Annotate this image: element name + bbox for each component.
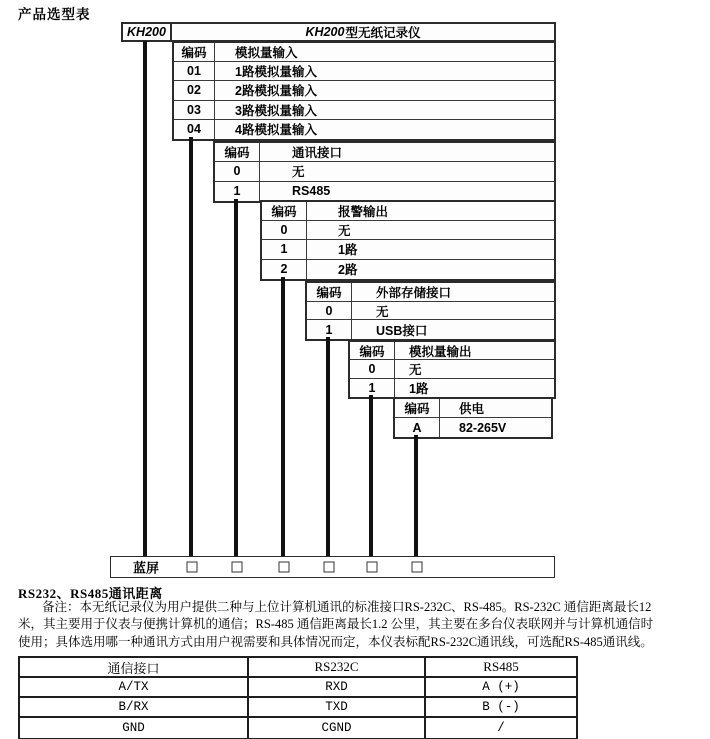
model-header-row bbox=[121, 22, 556, 42]
pin-table-header-row bbox=[20, 658, 576, 678]
option-desc-cell: 2路模拟量输入 bbox=[235, 84, 317, 99]
option-row bbox=[174, 120, 554, 139]
connector-line-1 bbox=[143, 41, 147, 557]
option-desc-cell: 3路模拟量输入 bbox=[235, 103, 317, 118]
group-header-row bbox=[215, 143, 554, 162]
pin-cell: CGND bbox=[249, 718, 426, 738]
option-group-1 bbox=[172, 41, 556, 141]
option-code-cell: 01 bbox=[174, 62, 215, 80]
option-code-cell: 02 bbox=[174, 81, 215, 99]
group-header-row bbox=[262, 202, 554, 221]
note-line-3: 使用；具体选用哪一种通讯方式由用户视需要和具体情况而定，本仪表标配RS-232C通讯线，可选配RS-485通讯线。 bbox=[18, 634, 653, 649]
option-row bbox=[350, 360, 554, 378]
option-desc-cell: 无 bbox=[409, 362, 422, 377]
group-title-cell: 通讯接口 bbox=[292, 146, 343, 161]
option-code-cell: 04 bbox=[174, 120, 215, 139]
code-label-cell: 编码 bbox=[262, 202, 307, 220]
option-code-cell: 0 bbox=[215, 162, 260, 180]
option-desc-cell: 1路 bbox=[338, 243, 358, 258]
option-code-cell: 2 bbox=[262, 260, 307, 279]
screen-type-label: 蓝屏 bbox=[132, 560, 160, 576]
option-code-cell: 03 bbox=[174, 101, 215, 119]
ordering-code-row bbox=[110, 556, 555, 578]
group-title-cell: 模拟量输入 bbox=[235, 46, 298, 61]
option-row bbox=[262, 260, 554, 279]
option-group-5 bbox=[348, 340, 556, 399]
option-group-4 bbox=[305, 281, 556, 341]
option-code-cell: 0 bbox=[350, 360, 395, 377]
group-title-cell: 外部存储接口 bbox=[376, 285, 452, 300]
pin-cell: / bbox=[497, 721, 505, 735]
code-checkbox-2 bbox=[231, 562, 242, 573]
pin-cell: RXD bbox=[249, 678, 426, 696]
comm-note-paragraph bbox=[18, 599, 698, 651]
pin-cell: GND bbox=[20, 718, 249, 738]
option-group-3 bbox=[260, 200, 556, 281]
product-model-text: KH200 bbox=[305, 24, 345, 39]
pin-cell: A/TX bbox=[20, 678, 249, 696]
group-header-row bbox=[395, 399, 551, 418]
code-checkbox-6 bbox=[411, 562, 422, 573]
pin-table-row bbox=[20, 718, 576, 738]
code-label-cell: 编码 bbox=[395, 399, 440, 417]
group-title-cell: 供电 bbox=[459, 402, 485, 416]
code-label-cell: 编码 bbox=[174, 43, 215, 61]
pin-cell: B/RX bbox=[20, 698, 249, 716]
connector-line-3 bbox=[234, 199, 238, 557]
option-desc-cell: 无 bbox=[292, 165, 305, 180]
pin-table-row bbox=[20, 698, 576, 718]
pin-col-header: 通信接口 bbox=[20, 658, 249, 676]
option-desc-cell: 4路模拟量输入 bbox=[235, 123, 317, 138]
option-row bbox=[174, 62, 554, 81]
page-title: 产品选型表 bbox=[18, 7, 91, 22]
option-desc-cell: 无 bbox=[376, 304, 389, 319]
group-title-cell: 模拟量输出 bbox=[409, 344, 472, 359]
model-code-cell: KH200 bbox=[127, 24, 166, 39]
option-code-cell: 0 bbox=[307, 302, 352, 320]
comm-distance-heading: RS232、RS485通讯距离 bbox=[18, 586, 163, 601]
option-row bbox=[307, 302, 554, 321]
option-row bbox=[395, 418, 551, 437]
option-row bbox=[215, 162, 554, 181]
option-row bbox=[174, 101, 554, 120]
group-header-row bbox=[307, 283, 554, 302]
option-code-cell: 0 bbox=[262, 221, 307, 239]
code-checkbox-1 bbox=[186, 562, 197, 573]
option-code-cell: 1 bbox=[307, 320, 352, 339]
pin-cell: A (+) bbox=[482, 680, 520, 694]
product-suffix-text: 型无纸记录仪 bbox=[345, 25, 421, 40]
code-label-cell: 编码 bbox=[307, 283, 352, 301]
code-label-cell: 编码 bbox=[215, 143, 260, 161]
option-row bbox=[174, 81, 554, 100]
connector-line-4 bbox=[281, 277, 285, 557]
option-desc-cell: USB接口 bbox=[376, 323, 428, 338]
option-row bbox=[307, 320, 554, 339]
option-code-cell: A bbox=[395, 418, 440, 437]
connector-line-5 bbox=[326, 337, 330, 557]
option-desc-cell: 82-265V bbox=[459, 420, 507, 435]
option-code-cell: 1 bbox=[215, 182, 260, 201]
code-checkbox-3 bbox=[278, 562, 289, 573]
code-label-cell: 编码 bbox=[350, 342, 395, 359]
option-code-cell: 1 bbox=[350, 379, 395, 397]
group-header-row bbox=[174, 43, 554, 62]
code-checkbox-4 bbox=[323, 562, 334, 573]
option-desc-cell: RS485 bbox=[292, 184, 331, 199]
group-title-cell: 报警输出 bbox=[338, 205, 389, 220]
code-checkbox-5 bbox=[366, 562, 377, 573]
note-line-2: 米，其主要用于仪表与便携计算机的通信；RS-485 通信距离最长1.2 公里，其主要在多台仪表联网并与计算机通信时 bbox=[18, 617, 654, 632]
pin-col-header: RS232C bbox=[249, 658, 426, 676]
note-line-1: 备注：本无纸记录仪为用户提供二种与上位计算机通讯的标准接口RS-232C、RS-485。RS-232C 通信距离最长12 bbox=[42, 600, 652, 614]
connector-line-7 bbox=[414, 435, 418, 557]
option-group-6 bbox=[393, 397, 553, 439]
option-desc-cell: 2路 bbox=[338, 263, 358, 278]
product-name-cell bbox=[170, 24, 554, 40]
pin-cell: B (-) bbox=[482, 700, 520, 714]
pin-table-row bbox=[20, 678, 576, 698]
connector-line-2 bbox=[189, 137, 193, 557]
pin-assignment-table bbox=[18, 656, 578, 739]
pin-cell: TXD bbox=[249, 698, 426, 716]
option-desc-cell: 无 bbox=[338, 224, 351, 239]
option-row bbox=[215, 182, 554, 201]
option-code-cell: 1 bbox=[262, 240, 307, 258]
option-row bbox=[262, 221, 554, 240]
pin-col-header: RS485 bbox=[483, 659, 519, 674]
option-row bbox=[350, 379, 554, 397]
connector-line-6 bbox=[369, 395, 373, 557]
option-group-2 bbox=[213, 141, 556, 203]
group-header-row bbox=[350, 342, 554, 360]
option-desc-cell: 1路模拟量输入 bbox=[235, 65, 317, 80]
option-desc-cell: 1路 bbox=[409, 381, 429, 396]
option-row bbox=[262, 240, 554, 259]
